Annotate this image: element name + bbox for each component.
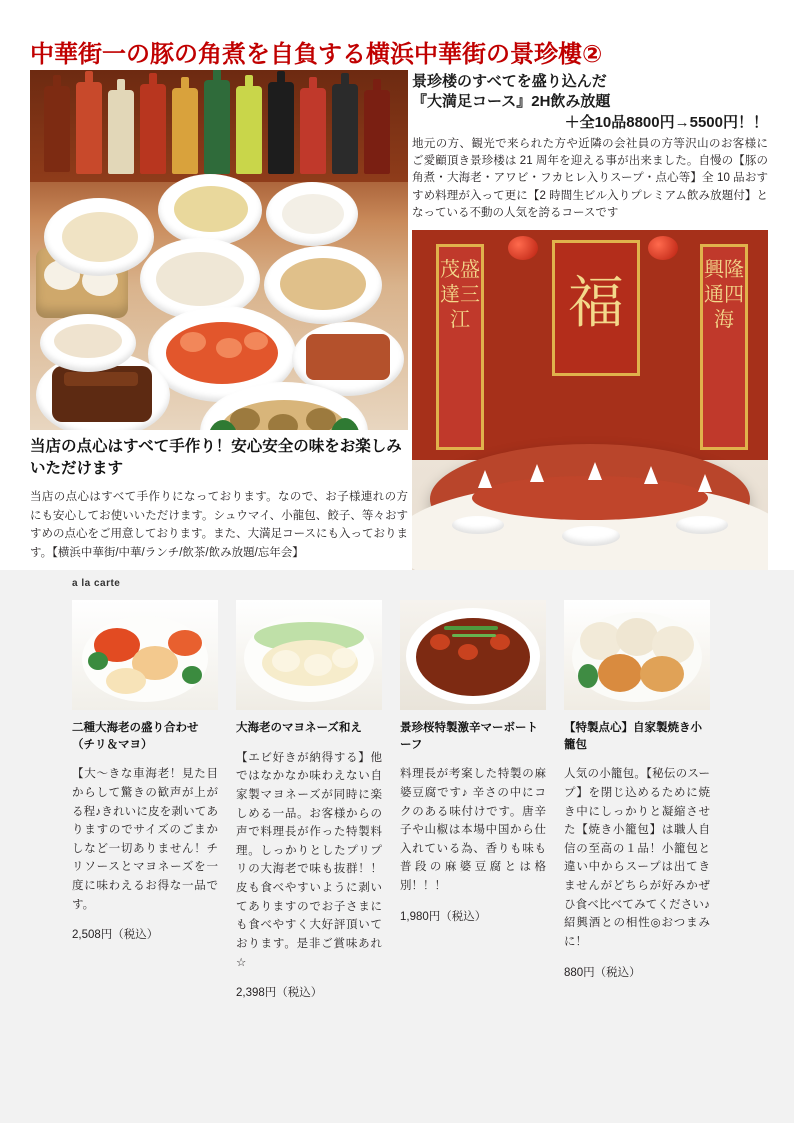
menu-item-price: 2,508円（税込）	[72, 929, 159, 942]
promo-line-3: ＋全10品8800円→5500円！！	[564, 113, 768, 131]
menu-item-price: 880円（税込）	[564, 966, 641, 979]
promo-line-2: 『大満足コース』2H飲み放題	[412, 93, 611, 111]
alacarte-label: a la carte	[72, 578, 121, 589]
menu-item-description: 人気の小籠包。【秘伝のスープ】を閉じ込めるために焼き中にしっかりと凝縮させた【焼き小籠包】は職人自信の至高の１品！小籠包と違い中からスープは出てきませんがどちらが好みかぜひ食べ比べてみてください♪紹興酒との相性◎おつまみに！	[564, 768, 710, 948]
menu-item-price: 1,980円（税込）	[400, 910, 487, 923]
menu-card[interactable]	[236, 600, 382, 1000]
hero-left-photo	[30, 70, 408, 430]
menu-item-description: 【大〜きな車海老！見た目からして驚きの歓声が上がる程♪きれいに皮を剥いてありますのでサイズのごまかしなど一切ありません！チリソースとマヨネーズを一度に味わえるお得な一品です。	[72, 768, 218, 911]
menu-item-description: 【エビ好きが納得する】他ではなかなか味わえない自家製マヨネーズが同時に楽しめる一品。お客様からの声で料理長が作った特製料理。しっかりとしたプリプリの大海老で味も抜群！！皮も食べやすいように剥いてありますのでお子さまにも食べやすく大好評頂いております。是非ご賞味あれ☆	[236, 751, 382, 969]
menu-item-name: 景珍桜特製激辛マーボートーフ	[400, 722, 538, 751]
banner-left-text: 茂盛達三江	[440, 257, 480, 331]
menu-item-price: 2,398円（税込）	[236, 987, 323, 1000]
menu-item-name: 二種大海老の盛り合わせ（チリ＆マヨ）	[72, 722, 199, 751]
promo-line-1: 景珍楼のすべてを盛り込んだ	[412, 73, 607, 90]
menu-card[interactable]	[72, 600, 218, 1000]
mapo-tofu-photo	[400, 600, 546, 710]
section-heading-dimsum: 当店の点心はすべて手作り！安心安全の味をお楽しみいただけます	[30, 438, 402, 478]
menu-item-name: 大海老のマヨネーズ和え	[236, 722, 362, 734]
yaki-shoronpo-photo	[564, 600, 710, 710]
hero-right-photo	[412, 230, 768, 570]
page-title: 中華街一の豚の角煮を自負する横浜中華街の景珍樓②	[30, 41, 603, 68]
menu-item-description: 料理長が考案した特製の麻婆豆腐です♪ 辛さの中にコクのある味付けです。唐辛子や山椒は本場中国から仕入れている為、香りも味も普段の麻婆豆腐とは格別！！！	[400, 768, 546, 893]
section-body-dimsum: 当店の点心はすべて手作りになっております。なので、お子様連れの方にも安心してお使いいただけます。シュウマイ、小龍包、餃子、等々おすすめの点心をご用意しております。また、大満足コースにも入っております。【横浜中華街/中華/ランチ/飲茶/飲み放題/忘年会】	[30, 491, 409, 559]
menu-card[interactable]	[564, 600, 710, 1000]
shrimp-mayonnaise-photo	[236, 600, 382, 710]
lantern-icon	[648, 236, 678, 260]
menu-item-name: 【特製点心】自家製焼き小籠包	[564, 722, 702, 751]
promo-block	[412, 72, 768, 222]
menu-card[interactable]	[400, 600, 546, 1000]
shrimp-two-style-photo	[72, 600, 218, 710]
banner-center-text: 福	[568, 271, 624, 336]
alacarte-card-list	[72, 600, 722, 1000]
lantern-icon	[508, 236, 538, 260]
banner-right-text: 興隆通四海	[704, 257, 744, 331]
promo-body: 地元の方、観光で来られた方や近隣の会社員の方等沢山のお客様にご愛顧頂き景珍楼は 21 周年を迎える事が出来ました。自慢の【豚の角煮・大海老・アワビ・フカヒレ入りスープ・点心等】全 10 品おすすめ料理が入って更に【2 時間生ビル入りプレミアム飲み放題付】となっている不動の人気を誇るコースです	[412, 137, 768, 219]
